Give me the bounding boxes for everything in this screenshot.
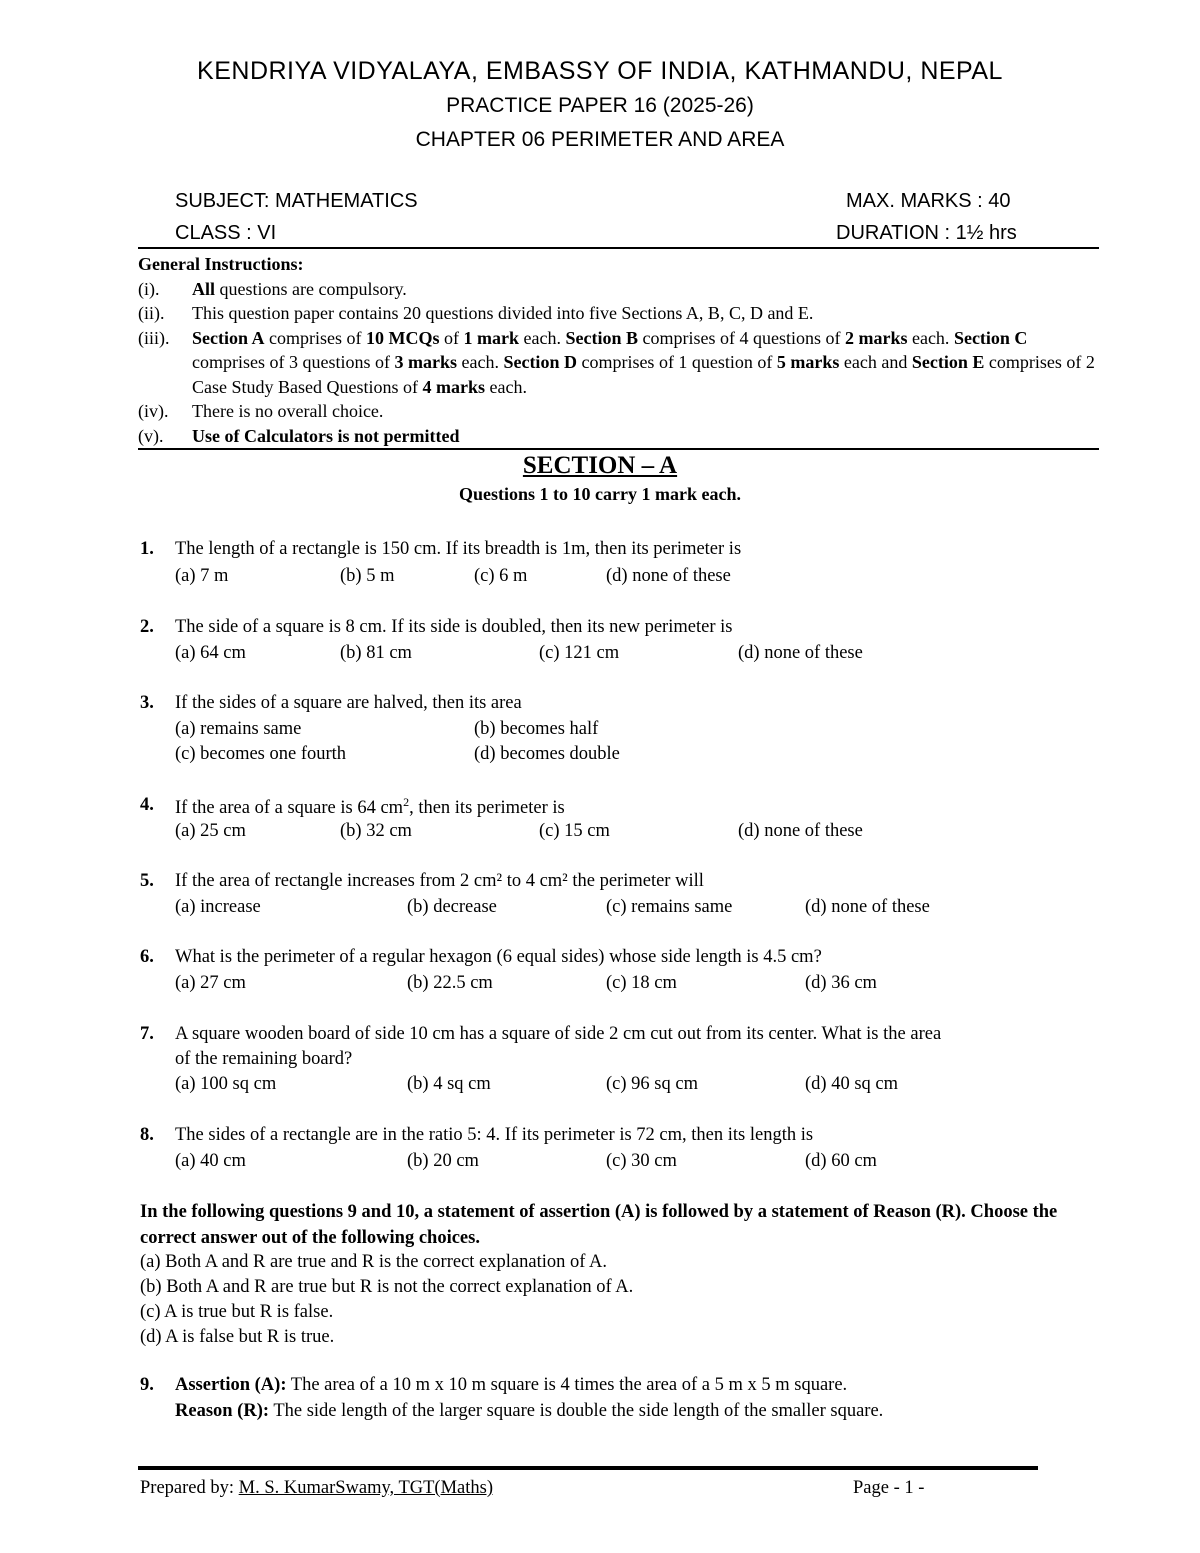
question-number: 6. [140,947,154,967]
instructions-title: General Instructions: [138,254,304,274]
question-number: 9. [140,1375,154,1395]
header-divider [138,247,1099,249]
option-b: (b) 81 cm [340,643,412,663]
option-c: (c) 18 cm [606,973,677,993]
school-name: KENDRIYA VIDYALAYA, EMBASSY OF INDIA, KATHMANDU, NEPAL [197,57,1003,85]
instruction-plain: each. [484,376,527,397]
question-text [175,795,565,819]
instruction-plain: each. [907,327,954,348]
prepared-label: Prepared by: [140,1478,239,1498]
class-label: CLASS : VI [175,222,277,244]
instruction-text [192,277,1102,302]
instruction-text [192,326,1102,400]
author-name: M. S. KumarSwamy, TGT(Maths) [238,1478,493,1498]
instruction-bold: 3 marks [394,352,457,372]
superscript: 2 [403,795,410,809]
option-a: (a) 25 cm [175,821,246,841]
instruction-text: This question paper contains 20 questions divided into five Sections A, B, C, D and E. [192,303,814,323]
option-d: (d) none of these [805,897,930,917]
question-text: The sides of a rectangle are in the ratio 5: 4. If its perimeter is 72 cm, then its length is [175,1125,814,1145]
question-text: A square wooden board of side 10 cm has a square of side 2 cm cut out from its center. What is the area [175,1024,942,1044]
question-number: 1. [140,539,154,559]
instruction-number: (iv). [138,401,169,421]
question-number: 8. [140,1125,154,1145]
question-number: 4. [140,795,154,815]
prepared-by [140,1478,493,1499]
option-d: (d) 36 cm [805,973,877,993]
assertion-statement: The area of a 10 m x 10 m square is 4 times the area of a 5 m x 5 m square. [286,1375,848,1395]
option-c: (c) becomes one fourth [175,744,347,764]
option-b: (b) decrease [407,897,497,917]
subject-label: SUBJECT: MATHEMATICS [175,190,418,212]
option-a: (a) 40 cm [175,1151,246,1171]
ar-choice-b: (b) Both A and R are true but R is not the correct explanation of A. [140,1277,634,1297]
instruction-item [138,326,1102,400]
option-c: (c) 96 sq cm [606,1074,698,1094]
section-subtitle: Questions 1 to 10 carry 1 mark each. [459,484,741,504]
option-a: (a) 100 sq cm [175,1074,277,1094]
option-c: (c) 121 cm [539,643,620,663]
option-d: (d) becomes double [474,744,620,764]
page-number: Page - 1 - [853,1478,925,1498]
option-a: (a) 64 cm [175,643,246,663]
reason-label: Reason (R): [175,1401,270,1421]
option-c: (c) 6 m [474,566,528,586]
instruction-bold: 4 marks [422,376,485,397]
option-a: (a) increase [175,897,261,917]
instruction-bold: Section D [503,352,577,372]
option-d: (d) none of these [738,643,863,663]
instruction-item [138,399,1102,424]
instruction-item [138,301,1102,326]
question-text: If the sides of a square are halved, then its area [175,693,522,713]
footer-divider [138,1466,1038,1470]
ar-choice-d: (d) A is false but R is true. [140,1327,335,1347]
option-b: (b) 32 cm [340,821,412,841]
option-a: (a) 27 cm [175,973,246,993]
instruction-text: Use of Calculators is not permitted [192,425,460,446]
option-d: (d) 60 cm [805,1151,877,1171]
option-b: (b) 20 cm [407,1151,479,1171]
instruction-number: (ii). [138,303,165,323]
question-text: If the area of rectangle increases from 2 cm² to 4 cm² the perimeter will [175,871,704,891]
reason-statement: The side length of the larger square is double the side length of the smaller square. [269,1401,884,1421]
instruction-bold: 1 mark [463,327,519,348]
instruction-bold: All [192,278,216,299]
instruction-plain: each. [456,352,504,372]
question-text-part: If the area of a square is 64 cm [175,798,404,819]
assertion-label: Assertion (A): [175,1375,287,1395]
question-number: 5. [140,871,154,891]
option-a: (a) remains same [175,719,302,739]
instruction-bold: Section B [565,327,638,348]
assertion-text [175,1375,847,1396]
instruction-bold: 10 MCQs [366,327,440,348]
paper-title: PRACTICE PAPER 16 (2025-26) [446,94,754,117]
instruction-item [138,424,1102,449]
instruction-plain: each and [839,352,912,372]
question-text-line2: of the remaining board? [175,1049,353,1069]
instruction-number: (i). [138,278,160,299]
instruction-plain: comprises of 4 questions of [637,327,845,348]
instruction-text: There is no overall choice. [192,401,384,421]
option-c: (c) 30 cm [606,1151,677,1171]
general-instructions [138,252,1102,448]
option-a: (a) 7 m [175,566,229,586]
option-b: (b) 5 m [340,566,395,586]
instruction-plain: comprises of [264,327,366,348]
instruction-bold: Section E [911,352,985,372]
question-number: 3. [140,693,154,713]
instruction-item [138,277,1102,302]
option-b: (b) becomes half [474,719,599,739]
question-text: What is the perimeter of a regular hexagon (6 equal sides) whose side length is 4.5 cm? [175,947,822,967]
assertion-intro: In the following questions 9 and 10, a statement of assertion (A) is followed by a statement of Reason (R). Choose the correct answer out of the following choices. [140,1202,1058,1248]
chapter-title: CHAPTER 06 PERIMETER AND AREA [415,128,785,151]
question-text: The side of a square is 8 cm. If its side is doubled, then its new perimeter is [175,617,733,637]
option-b: (b) 22.5 cm [407,973,493,993]
instruction-number: (v). [138,425,164,446]
instruction-plain: questions are compulsory. [215,278,407,299]
max-marks-label: MAX. MARKS : 40 [846,190,1011,212]
option-d: (d) none of these [738,821,863,841]
instruction-bold: Section C [953,327,1028,348]
instruction-number: (iii). [138,327,170,348]
instruction-plain: comprises of 2 Case Study Based Questions of [192,352,1095,397]
reason-text [175,1401,883,1422]
instruction-plain: comprises of 3 questions of [192,352,395,372]
option-c: (c) remains same [606,897,733,917]
ar-choice-a: (a) Both A and R are true and R is the correct explanation of A. [140,1252,607,1272]
instruction-plain: comprises of 1 question of [576,352,777,372]
option-b: (b) 4 sq cm [407,1074,491,1094]
option-c: (c) 15 cm [539,821,610,841]
instruction-bold: Section A [192,327,265,348]
option-d: (d) 40 sq cm [805,1074,898,1094]
instruction-bold: 2 marks [844,327,908,348]
ar-choice-c: (c) A is true but R is false. [140,1302,334,1322]
instruction-plain: of [439,327,464,348]
instruction-bold: 5 marks [776,352,840,372]
instructions-divider [138,448,1099,450]
duration-label: DURATION : 1½ hrs [836,222,1017,244]
option-d: (d) none of these [606,566,731,586]
instruction-plain: each. [519,327,566,348]
question-number: 7. [140,1024,154,1044]
section-title: SECTION – A [522,452,678,479]
question-text: The length of a rectangle is 150 cm. If its breadth is 1m, then its perimeter is [175,539,742,559]
question-number: 2. [140,617,154,637]
question-text-part: , then its perimeter is [409,798,565,819]
